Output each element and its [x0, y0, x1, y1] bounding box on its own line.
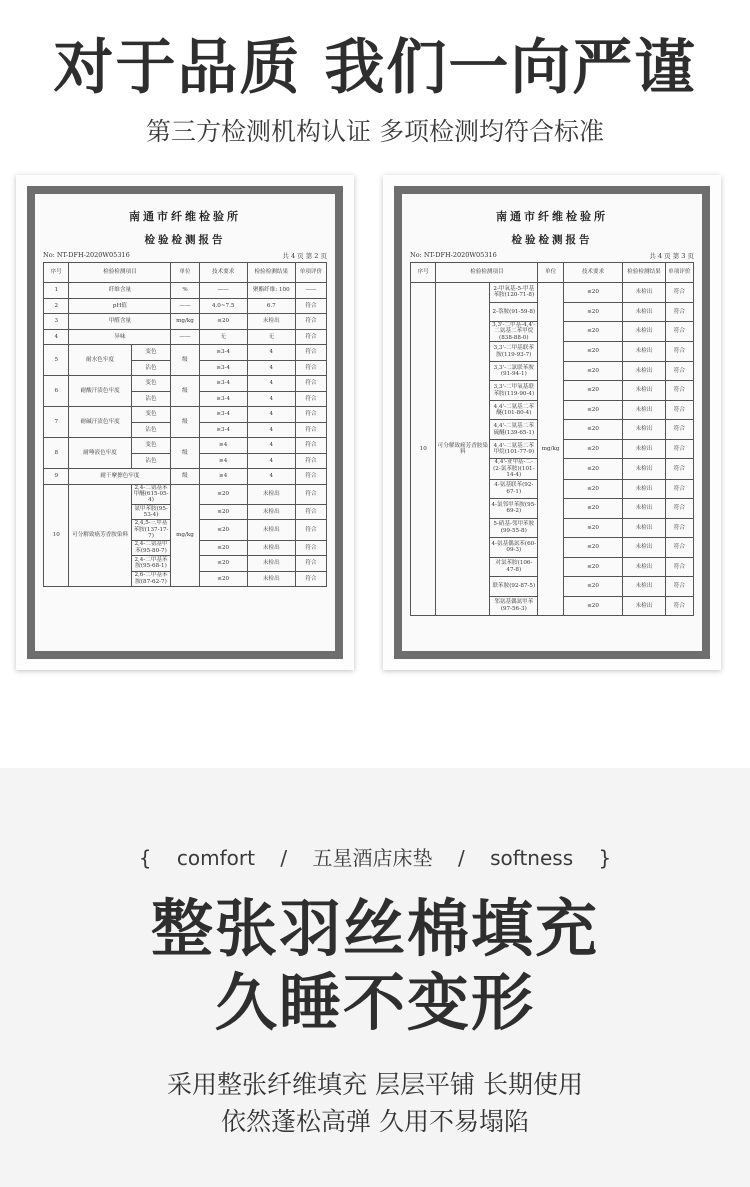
- test-subitem: 联苯胺(92-87-5): [490, 577, 538, 597]
- test-subitem: 3,3'-二甲基-4,4'-二氨基二苯甲烷(838-88-0): [490, 322, 538, 342]
- test-item: 耐干摩擦色牢度: [69, 469, 171, 485]
- test-subitem: 沾色: [131, 360, 171, 376]
- table-row: [44, 469, 327, 485]
- unit: mg/kg: [538, 283, 563, 616]
- result: 未检出: [623, 381, 665, 401]
- report-title: 检验检测报告: [144, 234, 226, 246]
- test-subitem: 2,4-二氨基苯甲醚(615-05-4): [131, 484, 171, 504]
- result: 无: [247, 329, 295, 345]
- frame-mat: [27, 186, 343, 659]
- table-row: [44, 283, 327, 299]
- row-number: 4: [44, 329, 69, 345]
- result: 未检出: [623, 361, 665, 381]
- evaluation: 符合: [295, 391, 326, 407]
- report-table: [410, 262, 694, 616]
- column-header: 单项评价: [295, 263, 326, 283]
- row-number: 5: [44, 345, 69, 376]
- page-title: 对于品质 我们一向严谨: [53, 33, 697, 103]
- evaluation: 符合: [295, 407, 326, 423]
- requirement: ≥3-4: [199, 391, 247, 407]
- requirement: ≥4: [199, 453, 247, 469]
- row-number: 3: [44, 314, 69, 330]
- test-item: 异味: [69, 329, 171, 345]
- evaluation: 符合: [295, 520, 326, 540]
- result: 未检出: [623, 538, 665, 558]
- row-number: 6: [44, 376, 69, 407]
- report-page-right: [402, 194, 702, 651]
- test-subitem: 变色: [131, 438, 171, 454]
- table-row: [44, 314, 327, 330]
- evaluation: 符合: [295, 571, 326, 587]
- test-subitem: 3,3'-二甲氧基联苯胺(119-90-4): [490, 381, 538, 401]
- row-number: 7: [44, 407, 69, 438]
- result: 未检出: [623, 518, 665, 538]
- requirement: ≤20: [563, 596, 622, 616]
- column-header: 单位: [171, 263, 199, 283]
- evaluation: 符合: [295, 556, 326, 572]
- test-subitem: 氨甲苯胺(95-53-4): [131, 504, 171, 520]
- test-item: 耐水色牢度: [69, 345, 131, 376]
- evaluation: 符合: [665, 400, 693, 420]
- requirement: ≥4: [199, 469, 247, 485]
- requirement: ≤20: [563, 283, 622, 303]
- requirement: ≤20: [199, 540, 247, 556]
- table-row: [44, 298, 327, 314]
- requirement: ≤20: [563, 557, 622, 577]
- report-title: 检验检测报告: [511, 234, 593, 246]
- result: 未检出: [623, 283, 665, 303]
- feature-title-line1: 整张羽丝棉填充: [150, 892, 599, 965]
- evaluation: 符合: [295, 314, 326, 330]
- result: 未检出: [623, 479, 665, 499]
- test-item: 可分解致癌芳香胺染料: [69, 484, 131, 587]
- result: 4: [247, 360, 295, 376]
- table-header-row: [44, 263, 327, 283]
- test-item: 耐碱汗渍色牢度: [69, 407, 131, 438]
- result: 未检出: [247, 484, 295, 504]
- test-subitem: 4-氯邻甲苯胺(95-69-2): [490, 499, 538, 519]
- frame-mat: [394, 186, 710, 659]
- evaluation: 符合: [295, 484, 326, 504]
- evaluation: 符合: [665, 283, 693, 303]
- test-subitem: 3,3'-二氯联苯胺(91-94-1): [490, 361, 538, 381]
- evaluation: 符合: [665, 420, 693, 440]
- evaluation: 符合: [295, 438, 326, 454]
- evaluation: 符合: [295, 453, 326, 469]
- evaluation: 符合: [665, 302, 693, 322]
- test-subitem: 沾色: [131, 453, 171, 469]
- test-subitem: 3,3'-二甲基联苯胺(119-93-7): [490, 342, 538, 362]
- unit: 级: [171, 469, 199, 485]
- test-subitem: 2,6-二甲基苯胺(87-62-7): [131, 571, 171, 587]
- result: 未检出: [623, 342, 665, 362]
- requirement: ≤20: [563, 322, 622, 342]
- test-item: 可分解致癌芳香胺染料: [436, 283, 490, 616]
- unit: 级: [171, 345, 199, 376]
- column-header: 检验检测项目: [436, 263, 538, 283]
- evaluation: 符合: [295, 329, 326, 345]
- table-row: [44, 329, 327, 345]
- result: 6.7: [247, 298, 295, 314]
- unit: ——: [171, 329, 199, 345]
- result: 4: [247, 391, 295, 407]
- result: 4: [247, 376, 295, 392]
- requirement: ≤20: [563, 361, 622, 381]
- evaluation: 符合: [665, 557, 693, 577]
- result: 未检出: [247, 540, 295, 556]
- result: 4: [247, 422, 295, 438]
- certificate-frame-right: [383, 175, 721, 670]
- evaluation: ——: [295, 283, 326, 299]
- evaluation: 符合: [665, 361, 693, 381]
- requirement: ≤20: [563, 302, 622, 322]
- requirement: ——: [199, 283, 247, 299]
- unit: 级: [171, 376, 199, 407]
- test-subitem: 4-氨基偶氮苯(60-09-3): [490, 538, 538, 558]
- evaluation: 符合: [295, 504, 326, 520]
- result: 未检出: [623, 596, 665, 616]
- result: 未检出: [623, 400, 665, 420]
- evaluation: 符合: [665, 342, 693, 362]
- result: 聚酯纤维: 100: [247, 283, 295, 299]
- evaluation: 符合: [665, 381, 693, 401]
- result: 未检出: [247, 504, 295, 520]
- requirement: ≤20: [563, 342, 622, 362]
- test-subitem: 邻氨基偶氮甲苯(97-56-3): [490, 596, 538, 616]
- feature-title-line2: 久睡不变形: [214, 966, 535, 1039]
- row-number: 10: [411, 283, 436, 616]
- column-header: 技术要求: [199, 263, 247, 283]
- unit: 级: [171, 438, 199, 469]
- evaluation: 符合: [295, 540, 326, 556]
- test-item: 耐唾液色牢度: [69, 438, 131, 469]
- unit: 级: [171, 407, 199, 438]
- test-item: 纤维含量: [69, 283, 171, 299]
- requirement: ≤20: [563, 577, 622, 597]
- row-number: 1: [44, 283, 69, 299]
- test-item: pH值: [69, 298, 171, 314]
- requirement: 无: [199, 329, 247, 345]
- evaluation: 符合: [665, 518, 693, 538]
- requirement: ≤20: [199, 556, 247, 572]
- test-subitem: 4,4'-亚甲基-二-(2-氯苯胺)(101-14-4): [490, 459, 538, 479]
- page-subtitle: 第三方检测机构认证 多项检测均符合标准: [146, 117, 604, 146]
- certificate-frame-left: [16, 175, 354, 670]
- requirement: ≥3-4: [199, 345, 247, 361]
- requirement: ≤20: [563, 381, 622, 401]
- table-row: [44, 345, 327, 361]
- result: 4: [247, 407, 295, 423]
- test-item: 甲醛含量: [69, 314, 171, 330]
- test-subitem: 沾色: [131, 391, 171, 407]
- report-org: 南通市纤维检验所: [496, 210, 608, 223]
- test-subitem: 2,4,5-三甲基苯胺(137-17-7): [131, 520, 171, 540]
- evaluation: 符合: [665, 459, 693, 479]
- unit: ——: [171, 298, 199, 314]
- result: 4: [247, 345, 295, 361]
- result: 未检出: [247, 314, 295, 330]
- test-subitem: 2-甲氧基-5-甲基苯胺(120-71-8): [490, 283, 538, 303]
- column-header: 序号: [411, 263, 436, 283]
- row-number: 10: [44, 484, 69, 587]
- result: 未检出: [623, 302, 665, 322]
- evaluation: 符合: [665, 439, 693, 459]
- column-header: 单项评价: [665, 263, 693, 283]
- unit: mg/kg: [171, 484, 199, 587]
- requirement: ≤20: [563, 479, 622, 499]
- column-header: 检验检测项目: [69, 263, 171, 283]
- requirement: ≤20: [563, 400, 622, 420]
- requirement: ≥3-4: [199, 360, 247, 376]
- requirement: ≤20: [199, 504, 247, 520]
- requirement: ≥3-4: [199, 422, 247, 438]
- result: 4: [247, 438, 295, 454]
- row-number: 9: [44, 469, 69, 485]
- test-subitem: 沾色: [131, 422, 171, 438]
- report-meta: [43, 251, 327, 260]
- evaluation: 符合: [665, 577, 693, 597]
- tagline: { comfort / 五星酒店床垫 / softness }: [138, 846, 612, 870]
- column-header: 单位: [538, 263, 563, 283]
- table-header-row: [411, 263, 694, 283]
- feature-description-line2: 依然蓬松高弹 久用不易塌陷: [221, 1107, 529, 1136]
- unit: %: [171, 283, 199, 299]
- column-header: 检验检测结果: [247, 263, 295, 283]
- result: 4: [247, 469, 295, 485]
- table-row: [44, 484, 327, 504]
- requirement: ≤20: [199, 571, 247, 587]
- report-page-left: [35, 194, 335, 651]
- evaluation: 符合: [295, 360, 326, 376]
- table-row: [44, 438, 327, 454]
- result: 未检出: [623, 557, 665, 577]
- requirement: ≤20: [563, 459, 622, 479]
- result: 未检出: [247, 571, 295, 587]
- result: 未检出: [623, 577, 665, 597]
- requirement: 4.0~7.5: [199, 298, 247, 314]
- test-subitem: 4,4'-二氨基二苯硫醚(139-65-1): [490, 420, 538, 440]
- evaluation: 符合: [665, 479, 693, 499]
- feature-description-line1: 采用整张纤维填充 层层平铺 长期使用: [167, 1070, 583, 1099]
- result: 未检出: [623, 459, 665, 479]
- test-subitem: 4-氨基联苯(92-67-1): [490, 479, 538, 499]
- report-table: [43, 262, 327, 587]
- evaluation: 符合: [295, 469, 326, 485]
- column-header: 技术要求: [563, 263, 622, 283]
- test-subitem: 5-硝基-邻甲苯胺(99-55-8): [490, 518, 538, 538]
- evaluation: 符合: [295, 345, 326, 361]
- report-number: No: NT-DFH-2020W05316: [410, 251, 497, 259]
- report-page-count: 共 4 页 第 2 页: [282, 252, 327, 260]
- result: 未检出: [623, 499, 665, 519]
- report-org: 南通市纤维检验所: [129, 210, 241, 223]
- requirement: ≤20: [563, 420, 622, 440]
- column-header: 检验检测结果: [623, 263, 665, 283]
- requirement: ≥3-4: [199, 407, 247, 423]
- table-row: [44, 407, 327, 423]
- test-subitem: 2-萘胺(91-59-8): [490, 302, 538, 322]
- evaluation: 符合: [295, 298, 326, 314]
- report-number: No: NT-DFH-2020W05316: [43, 251, 130, 259]
- requirement: ≤20: [563, 538, 622, 558]
- requirement: ≤20: [199, 520, 247, 540]
- table-row: [44, 376, 327, 392]
- evaluation: 符合: [295, 422, 326, 438]
- report-meta: [410, 251, 694, 260]
- evaluation: 符合: [295, 376, 326, 392]
- test-item: 耐酸汗渍色牢度: [69, 376, 131, 407]
- report-page-count: 共 4 页 第 3 页: [649, 252, 694, 260]
- row-number: 8: [44, 438, 69, 469]
- evaluation: 符合: [665, 596, 693, 616]
- test-subitem: 4,4'-二氨基二苯甲烷(101-77-9): [490, 439, 538, 459]
- column-header: 序号: [44, 263, 69, 283]
- requirement: ≤20: [199, 484, 247, 504]
- result: 未检出: [623, 420, 665, 440]
- requirement: ≤20: [563, 499, 622, 519]
- test-subitem: 2,4-二氨基甲苯(95-80-7): [131, 540, 171, 556]
- test-subitem: 变色: [131, 407, 171, 423]
- unit: mg/kg: [171, 314, 199, 330]
- test-subitem: 4,4'-二氨基二苯醚(101-80-4): [490, 400, 538, 420]
- test-subitem: 2,4-二甲基苯胺(95-68-1): [131, 556, 171, 572]
- table-row: [411, 283, 694, 303]
- test-subitem: 变色: [131, 345, 171, 361]
- result: 未检出: [623, 439, 665, 459]
- requirement: ≤20: [563, 518, 622, 538]
- test-subitem: 变色: [131, 376, 171, 392]
- requirement: ≥3-4: [199, 376, 247, 392]
- evaluation: 符合: [665, 322, 693, 342]
- result: 未检出: [247, 520, 295, 540]
- evaluation: 符合: [665, 499, 693, 519]
- test-subitem: 对氯苯胺(106-47-8): [490, 557, 538, 577]
- requirement: ≤20: [199, 314, 247, 330]
- requirement: ≤20: [563, 439, 622, 459]
- evaluation: 符合: [665, 538, 693, 558]
- result: 未检出: [623, 322, 665, 342]
- result: 4: [247, 453, 295, 469]
- row-number: 2: [44, 298, 69, 314]
- result: 未检出: [247, 556, 295, 572]
- requirement: ≥4: [199, 438, 247, 454]
